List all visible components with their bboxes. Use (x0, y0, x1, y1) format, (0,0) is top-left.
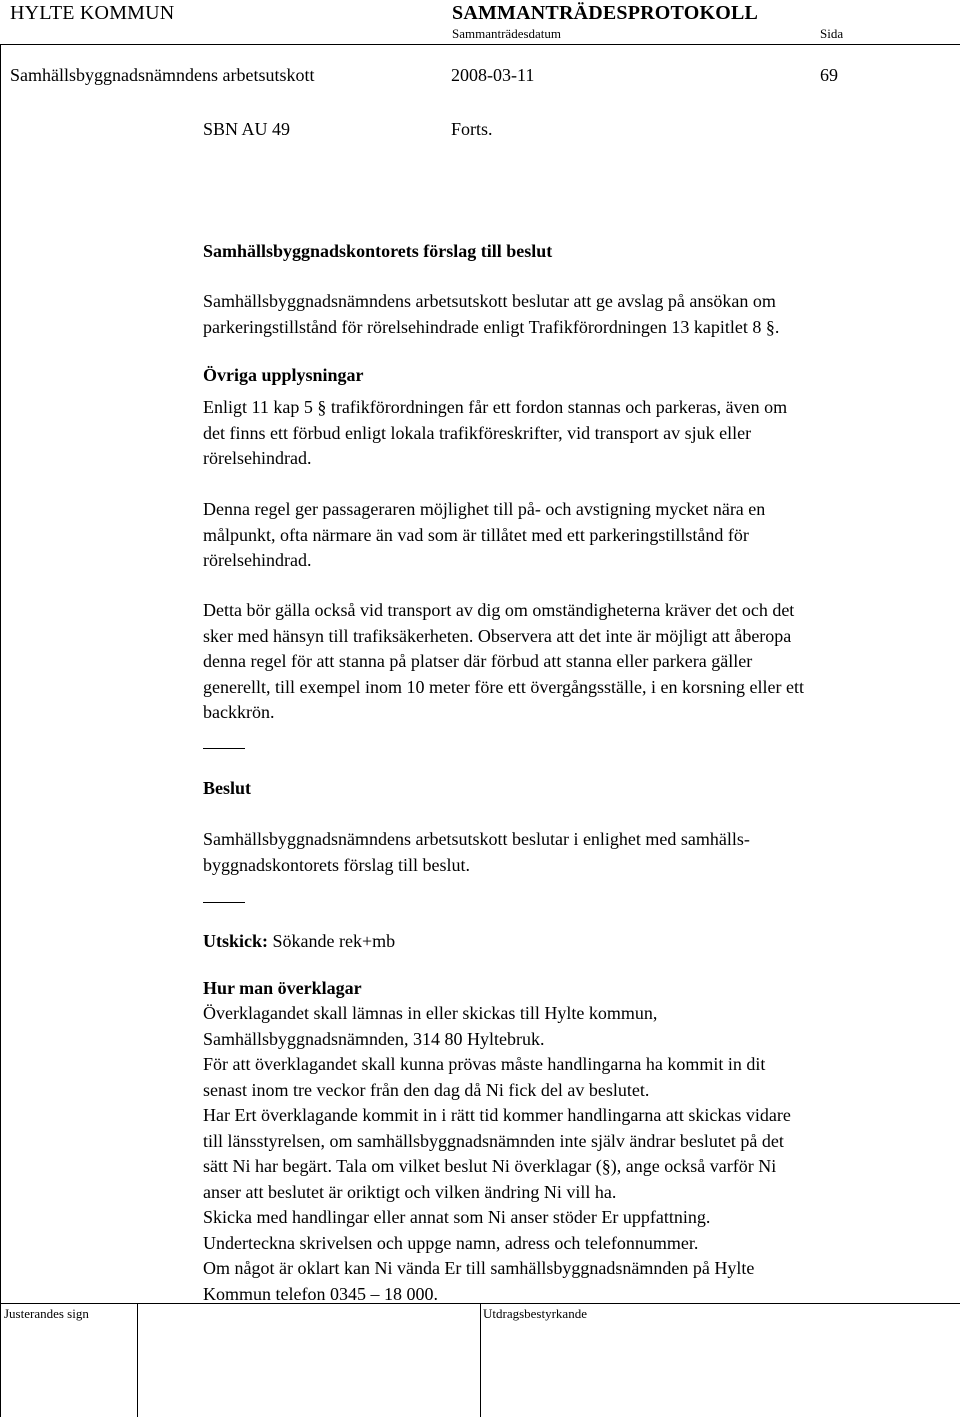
text-line: Skicka med handlingar eller annat som Ni anser stöder Er uppfattning. (203, 1207, 711, 1227)
text-line: Detta bör gälla också vid transport av dig om omständigheterna kräver det och det (203, 600, 795, 620)
text-line: parkeringstillstånd för rörelsehindrade enligt Trafikförordningen 13 kapitlet 8 §. (203, 316, 780, 337)
appeal-heading: Hur man överklagar (203, 978, 362, 998)
text-line: Om något är oklart kan Ni vända Er till samhällsbyggnadsnämnden på Hylte (203, 1258, 755, 1278)
text-line: Överklagandet skall lämnas in eller skickas till Hylte kommun, (203, 1003, 658, 1023)
dispatch-line (203, 929, 395, 955)
appeal-text (203, 1001, 948, 1307)
text-line: anser att beslutet är oriktigt och vilken ändring Ni vill ha. (203, 1181, 617, 1202)
text-line: denna regel för att stanna på platser där förbud att stanna eller parkera gäller (203, 651, 753, 671)
text-line: rörelsehindrad. (203, 550, 312, 570)
date-label: Sammanträdesdatum (452, 26, 562, 41)
org-name: HYLTE KOMMUN (10, 2, 175, 24)
continued-label: Forts. (451, 119, 493, 139)
decision-heading: Beslut (203, 778, 252, 798)
case-id: SBN AU 49 (203, 119, 291, 139)
footer-divider (480, 1303, 481, 1417)
page-label: Sida (820, 26, 844, 41)
decision-text (203, 827, 948, 878)
text-line: generellt, till exempel inom 10 meter före ett övergångsställe, i en korsning eller ett (203, 676, 804, 697)
dispatch-value: Sökande rek+mb (268, 931, 396, 951)
separator-line (203, 902, 245, 903)
page-number: 69 (820, 65, 838, 85)
meeting-date: 2008-03-11 (451, 65, 535, 85)
left-border (0, 44, 1, 1417)
text-line: Samhällsbyggnadsnämndens arbetsutskott beslutar i enlighet med samhälls- (203, 829, 750, 849)
text-line: Enligt 11 kap 5 § trafikförordningen får ett fordon stannas och parkeras, även om (203, 397, 788, 417)
text-line: Samhällsbyggnadsnämnden, 314 80 Hyltebruk. (203, 1028, 545, 1049)
other-info-paragraph-3 (203, 598, 948, 726)
text-line: sker med hänsyn till trafiksäkerheten. Observera att det inte är möjligt att åberopa (203, 625, 792, 646)
text-line: För att överklagandet skall kunna prövas måste handlingarna ha kommit in dit (203, 1054, 766, 1074)
signature-label: Justerandes sign (4, 1306, 89, 1321)
text-line: det finns ett förbud enligt lokala trafikföreskrifter, vid transport av sjuk eller (203, 422, 752, 443)
proposal-heading: Samhällsbyggnadskontorets förslag till beslut (203, 241, 553, 261)
footer-divider (137, 1303, 138, 1417)
dispatch-label: Utskick: (203, 931, 269, 951)
text-line: rörelsehindrad. (203, 448, 312, 468)
text-line: Har Ert överklagande kommit in i rätt tid kommer handlingarna att skickas vidare (203, 1105, 791, 1125)
text-line: sätt Ni har begärt. Tala om vilket beslut Ni överklagar (§), ange också varför Ni (203, 1156, 777, 1176)
committee-name: Samhällsbyggnadsnämndens arbetsutskott (10, 65, 315, 85)
separator-line (203, 748, 245, 749)
text-line: byggnadskontorets förslag till beslut. (203, 854, 470, 875)
text-line: backkrön. (203, 702, 275, 722)
text-line: senast inom tre veckor från den dag då Ni fick del av beslutet. (203, 1079, 650, 1100)
text-line: målpunkt, ofta närmare än vad som är tillåtet med ett parkeringstillstånd för (203, 524, 749, 545)
text-line: Underteckna skrivelsen och uppge namn, adress och telefonnummer. (203, 1232, 699, 1253)
header-rule (0, 44, 960, 45)
other-info-paragraph-1 (203, 395, 948, 472)
text-line: Kommun telefon 0345 – 18 000. (203, 1283, 438, 1304)
proposal-text (203, 289, 948, 340)
other-info-paragraph-2 (203, 497, 948, 574)
text-line: Samhällsbyggnadsnämndens arbetsutskott beslutar att ge avslag på ansökan om (203, 291, 776, 311)
document-type: SAMMANTRÄDESPROTOKOLL (452, 2, 759, 24)
extract-label: Utdragsbestyrkande (483, 1306, 587, 1321)
other-info-heading: Övriga upplysningar (203, 365, 364, 385)
text-line: Denna regel ger passageraren möjlighet till på- och avstigning mycket nära en (203, 499, 766, 519)
text-line: till länsstyrelsen, om samhällsbyggnadsnämnden inte själv ändrar beslutet på det (203, 1130, 784, 1151)
